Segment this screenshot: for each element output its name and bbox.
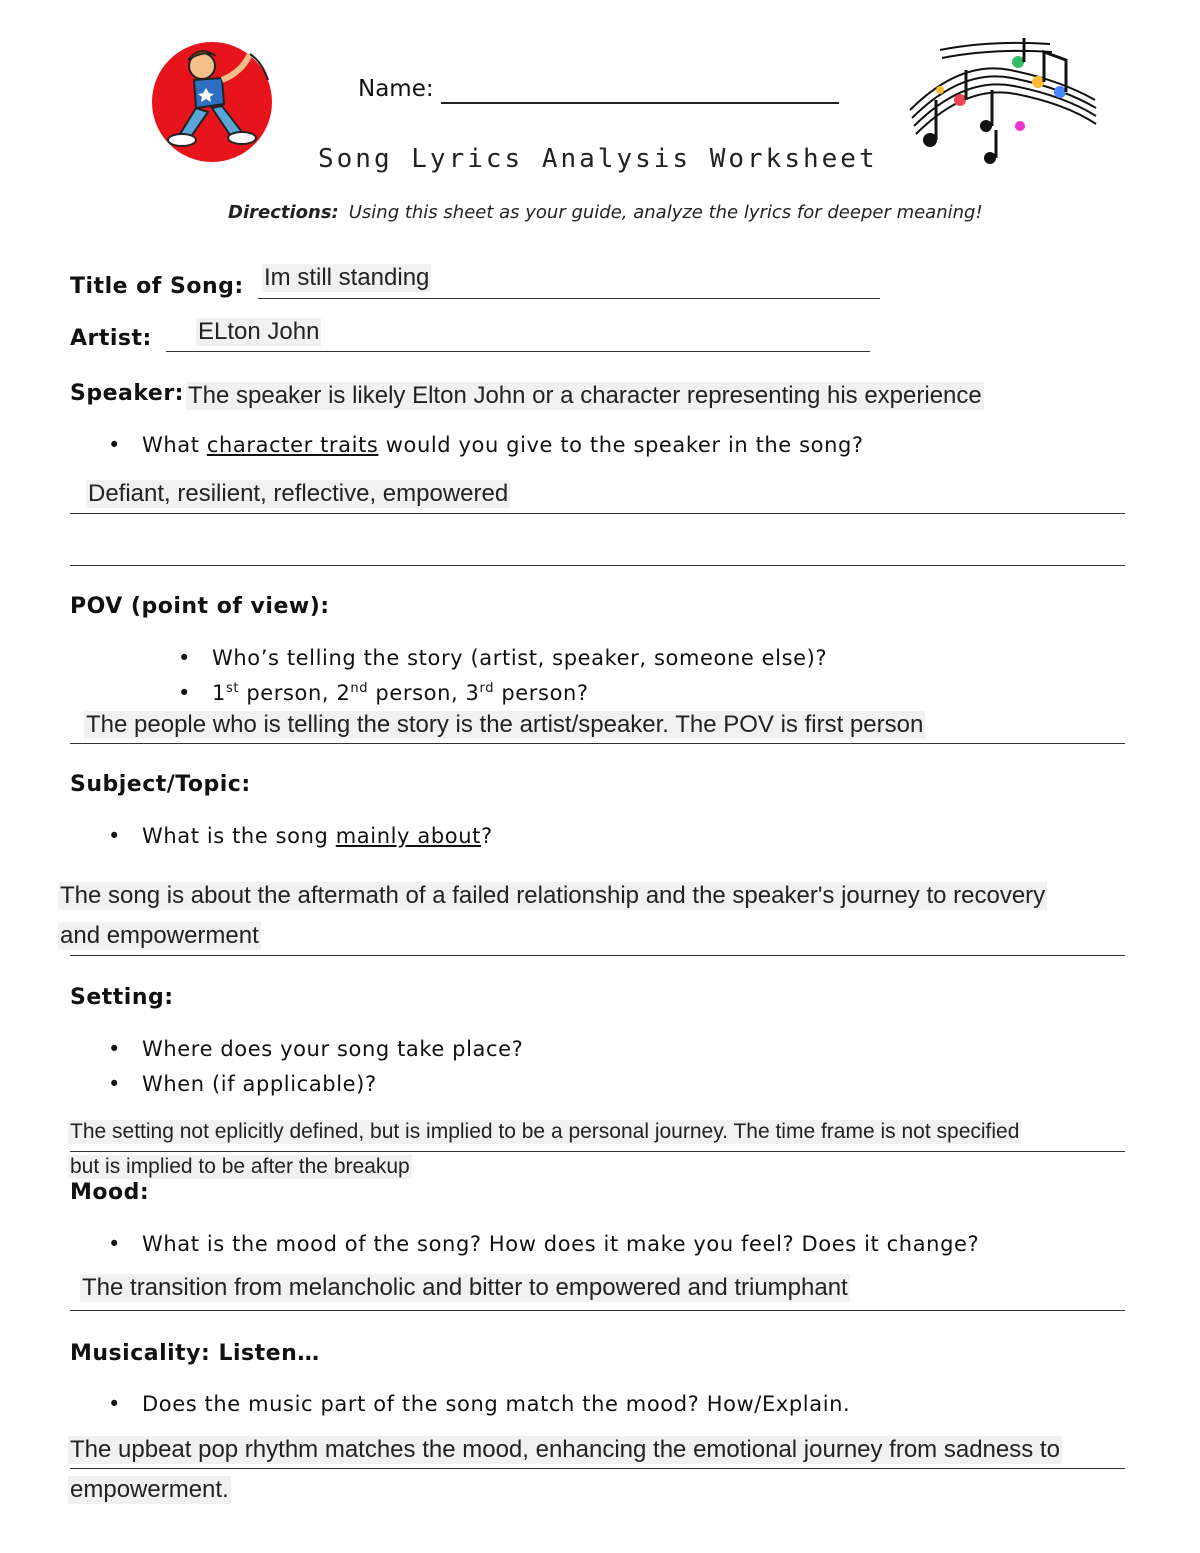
title-of-song-line[interactable] bbox=[258, 298, 880, 299]
title-of-song-label: Title of Song: bbox=[70, 274, 244, 299]
subject-answer-line-2[interactable]: and empowerment bbox=[60, 922, 259, 949]
mood-label: Mood: bbox=[70, 1180, 150, 1205]
mood-line[interactable] bbox=[70, 1310, 1125, 1311]
setting-question-2: • When (if applicable)? bbox=[142, 1072, 377, 1096]
subject-label: Subject/Topic: bbox=[70, 772, 251, 797]
musicality-answer-line-2[interactable]: empowerment. bbox=[70, 1476, 229, 1503]
pov-question-2 bbox=[212, 681, 589, 705]
traits-line-2[interactable] bbox=[70, 565, 1125, 566]
name-input-line[interactable] bbox=[441, 102, 839, 104]
subject-question-part1: What is the song bbox=[142, 824, 336, 848]
speaker-question-underlined: character traits bbox=[206, 433, 379, 457]
pov-q2-part2: person, 2 bbox=[239, 681, 351, 705]
artist-label: Artist: bbox=[70, 326, 152, 351]
pov-q2-part1: 1 bbox=[212, 681, 226, 705]
traits-answer[interactable]: Defiant, resilient, reflective, empowered bbox=[88, 480, 509, 507]
pov-label: POV (point of view): bbox=[70, 594, 330, 619]
speaker-question bbox=[142, 433, 864, 457]
mood-question: • What is the mood of the song? How does it make you feel? Does it change? bbox=[142, 1232, 979, 1256]
speaker-answer[interactable]: The speaker is likely Elton John or a character representing his experience bbox=[188, 382, 982, 409]
subject-question-part2: ? bbox=[480, 824, 493, 848]
directions-text: Using this sheet as your guide, analyze the lyrics for deeper meaning! bbox=[348, 202, 983, 223]
pov-q2-sup2: nd bbox=[350, 681, 369, 696]
directions-label: Directions: bbox=[228, 202, 339, 223]
name-label: Name: bbox=[358, 76, 434, 102]
setting-question-1: • Where does your song take place? bbox=[142, 1037, 523, 1061]
title-of-song-answer[interactable]: Im still standing bbox=[264, 264, 430, 291]
music-notes-clipart-icon bbox=[900, 30, 1100, 170]
pov-line[interactable] bbox=[70, 743, 1125, 744]
setting-line[interactable] bbox=[70, 1151, 1125, 1152]
directions bbox=[228, 202, 983, 223]
pov-q2-part3: person, 3 bbox=[368, 681, 480, 705]
pov-q2-sup1: st bbox=[225, 681, 240, 696]
musicality-answer-line-1[interactable]: The upbeat pop rhythm matches the mood, enhancing the emotional journey from sadness to bbox=[70, 1436, 1060, 1463]
setting-answer-line-1[interactable]: The setting not eplicitly defined, but is implied to be a personal journey. The time frame is not specified bbox=[70, 1120, 1020, 1143]
subject-question bbox=[142, 824, 493, 848]
setting-answer-line-2[interactable]: but is implied to be after the breakup bbox=[70, 1155, 410, 1178]
artist-answer[interactable]: ELton John bbox=[198, 318, 320, 345]
subject-answer-line-1[interactable]: The song is about the aftermath of a failed relationship and the speaker's journey to recovery bbox=[60, 882, 1046, 909]
setting-label: Setting: bbox=[70, 985, 174, 1010]
musicality-line[interactable] bbox=[70, 1468, 1125, 1469]
traits-line-1[interactable] bbox=[70, 513, 1125, 514]
musicality-question: • Does the music part of the song match the mood? How/Explain. bbox=[142, 1392, 850, 1416]
subject-question-underlined: mainly about bbox=[335, 824, 481, 848]
singer-clipart-icon bbox=[150, 42, 280, 164]
subject-line[interactable] bbox=[70, 955, 1125, 956]
pov-q2-part4: person? bbox=[494, 681, 589, 705]
speaker-question-part2: would you give to the speaker in the song? bbox=[378, 433, 864, 457]
speaker-question-part1: What bbox=[142, 433, 207, 457]
pov-question-1: • Who’s telling the story (artist, speaker, someone else)? bbox=[212, 646, 827, 670]
speaker-label: Speaker: bbox=[70, 381, 184, 406]
pov-answer[interactable]: The people who is telling the story is the artist/speaker. The POV is first person bbox=[86, 711, 924, 738]
page-title: Song Lyrics Analysis Worksheet bbox=[318, 144, 878, 174]
mood-answer[interactable]: The transition from melancholic and bitter to empowered and triumphant bbox=[82, 1274, 848, 1301]
musicality-label: Musicality: Listen… bbox=[70, 1341, 320, 1366]
artist-line[interactable] bbox=[166, 351, 870, 352]
pov-q2-sup3: rd bbox=[479, 681, 495, 696]
